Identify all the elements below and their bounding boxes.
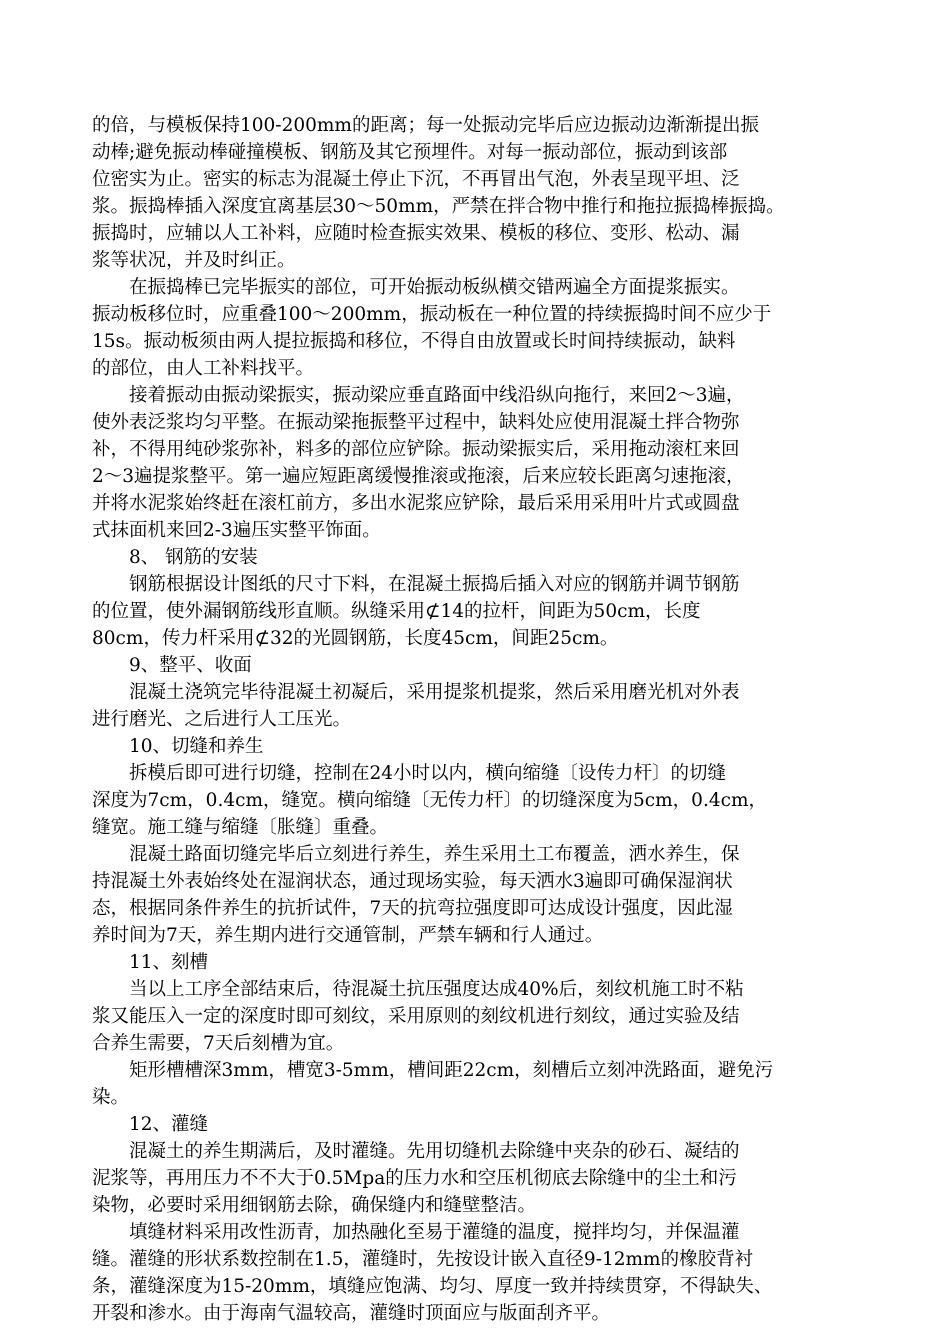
text-line: 的部位，由人工补料找平。 <box>92 358 315 379</box>
text-line: 接着振动由振动梁振实，振动梁应垂直路面中线沿纵向拖行，来回2～3遍， <box>129 385 745 406</box>
text-line: 染物，必要时采用细钢筋去除，确保缝内和缝壁整洁。 <box>92 1195 537 1216</box>
text-line: 11、刻槽 <box>129 952 209 973</box>
text-line: 钢筋根据设计图纸的尺寸下料，在混凝土振捣后插入对应的钢筋并调节钢筋 <box>129 574 740 595</box>
text-line: 动棒;避免振动棒碰撞模板、钢筋及其它预埋件。对每一振动部位，振动到该部 <box>92 142 728 163</box>
text-line: 条，灌缝深度为15-20mm，填缝应饱满、均匀、厚度一致并持续贯穿，不得缺失、 <box>92 1276 773 1297</box>
text-line: 开裂和渗水。由于海南气温较高，灌缝时顶面应与版面刮齐平。 <box>92 1303 611 1324</box>
text-line: 8、 钢筋的安装 <box>129 547 258 568</box>
text-line: 缝宽。施工缝与缩缝〔胀缝〕重叠。 <box>92 817 389 838</box>
text-line: 浆又能压入一定的深度时即可刻纹，采用原则的刻纹机进行刻纹，通过实验及结 <box>92 1006 740 1027</box>
text-line: 浆。振捣棒插入深度宜离基层30～50mm，严禁在拌合物中推行和拖拉振捣棒振捣。 <box>92 196 785 217</box>
text-line: 深度为7cm，0.4cm，缝宽。横向缩缝〔无传力杆〕的切缝深度为5cm，0.4cm， <box>92 790 767 811</box>
text-line: 的倍，与模板保持100-200mm的距离；每一处振动完毕后应边振动边渐渐提出振 <box>92 115 759 136</box>
text-line: 矩形槽槽深3mm，槽宽3-5mm，槽间距22cm，刻槽后立刻冲洗路面，避免污 <box>129 1060 774 1081</box>
text-line: 当以上工序全部结束后，待混凝土抗压强度达成40%后，刻纹机施工时不粘 <box>129 979 744 1000</box>
text-line: 补，不得用纯砂浆弥补，料多的部位应铲除。振动梁振实后，采用拖动滚杠来回 <box>92 439 740 460</box>
text-line: 持混凝土外表始终处在湿润状态，通过现场实验，每天洒水3遍即可确保湿润状 <box>92 871 733 892</box>
text-line: 2～3遍提浆整平。第一遍应短距离缓慢推滚或拖滚，后来应较长距离匀速拖滚， <box>92 466 745 487</box>
text-line: 缝。灌缝的形状系数控制在1.5，灌缝时，先按设计嵌入直径9-12mm的橡胶背衬 <box>92 1249 754 1270</box>
text-line: 浆等状况，并及时纠正。 <box>92 250 296 271</box>
text-line: 振捣时，应辅以人工补料，应随时检查振实效果、模板的移位、变形、松动、漏 <box>92 223 740 244</box>
text-line: 使外表泛浆均匀平整。在振动梁拖振整平过程中，缺料处应使用混凝土拌合物弥 <box>92 412 740 433</box>
text-line: 态，根据同条件养生的抗折试件，7天的抗弯拉强度即可达成设计强度，因此湿 <box>92 898 733 919</box>
text-line: 12、灌缝 <box>129 1114 209 1135</box>
text-line: 养时间为7天，养生期内进行交通管制，严禁车辆和行人通过。 <box>92 925 604 946</box>
text-line: 80cm，传力杆采用⊄32的光圆钢筋，长度45cm，间距25cm。 <box>92 628 619 649</box>
text-line: 混凝土浇筑完毕待混凝土初凝后，采用提浆机提浆，然后采用磨光机对外表 <box>129 682 740 703</box>
text-line: 混凝土的养生期满后，及时灌缝。先用切缝机去除缝中夹杂的砂石、凝结的 <box>129 1141 740 1162</box>
text-line: 进行磨光、之后进行人工压光。 <box>92 709 352 730</box>
text-line: 振动板移位时，应重叠100～200mm，振动板在一种位置的持续振捣时间不应少于 <box>92 304 772 325</box>
text-line: 拆模后即可进行切缝，控制在24小时以内，横向缩缝〔设传力杆〕的切缝 <box>129 763 727 784</box>
text-line: 式抹面机来回2-3遍压实整平饰面。 <box>92 520 381 541</box>
text-line: 在振捣棒已完毕振实的部位，可开始振动板纵横交错两遍全方面提浆振实。 <box>129 277 740 298</box>
text-line: 9、整平、收面 <box>129 655 252 676</box>
text-line: 并将水泥浆始终赶在滚杠前方，多出水泥浆应铲除，最后采用采用叶片式或圆盘 <box>92 493 740 514</box>
text-line: 10、切缝和养生 <box>129 736 264 757</box>
text-line: 泥浆等，再用压力不不大于0.5Mpa的压力水和空压机彻底去除缝中的尘土和污 <box>92 1168 737 1189</box>
document-page <box>92 112 892 1327</box>
text-line: 15s。振动板须由两人提拉振捣和移位，不得自由放置或长时间持续振动，缺料 <box>92 331 736 352</box>
text-line: 合养生需要，7天后刻槽为宜。 <box>92 1033 345 1054</box>
text-line: 位密实为止。密实的标志为混凝土停止下沉，不再冒出气泡，外表呈现平坦、泛 <box>92 169 740 190</box>
text-line: 混凝土路面切缝完毕后立刻进行养生，养生采用土工布覆盖，洒水养生，保 <box>129 844 740 865</box>
text-line: 填缝材料采用改性沥青，加热融化至易于灌缝的温度，搅拌均匀，并保温灌 <box>129 1222 740 1243</box>
text-line: 的位置，使外漏钢筋线形直顺。纵缝采用⊄14的拉杆，间距为50cm，长度 <box>92 601 701 622</box>
text-line: 染。 <box>92 1087 130 1108</box>
